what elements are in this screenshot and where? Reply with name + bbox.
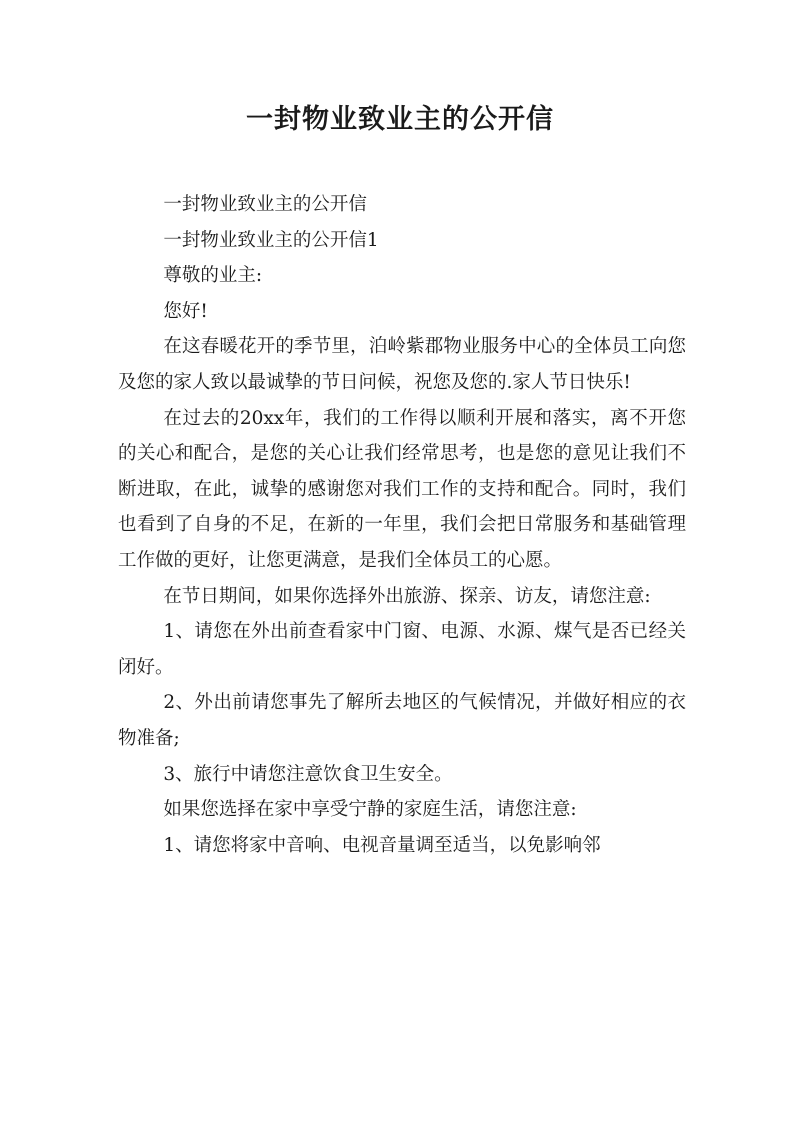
paragraph: 在过去的20xx年，我们的工作得以顺利开展和落实，离不开您的关心和配合，是您的关心让我们经常思考，也是您的意见让我们不断进取，在此，诚挚的感谢您对我们工作的支持和配合。同时，我们也看到了自身的不足，在新的一年里，我们会把日常服务和基础管理工作做的更好，让您更满意，是我们全体员工的心愿。 <box>118 407 686 571</box>
paragraph: 在节日期间，如果你选择外出旅游、探亲、访友，请您注意: <box>163 585 651 607</box>
document-title: 一封物业致业主的公开信 <box>246 104 554 135</box>
paragraph: 一封物业致业主的公开信1 <box>163 229 379 251</box>
list-item: 1、请您在外出前查看家中门窗、电源、水源、煤气是否已经关闭好。 <box>118 621 686 678</box>
list-item: 1、请您将家中音响、电视音量调至适当，以免影响邻 <box>163 834 601 856</box>
salutation: 尊敬的业主: <box>163 265 263 287</box>
document-body <box>118 187 686 863</box>
paragraph: 一封物业致业主的公开信 <box>163 194 367 215</box>
greeting: 您好! <box>163 300 208 322</box>
list-item: 2、外出前请您事先了解所去地区的气候情况，并做好相应的衣物准备; <box>118 692 686 749</box>
list-item: 3、旅行中请您注意饮食卫生安全。 <box>163 763 453 785</box>
paragraph: 如果您选择在家中享受宁静的家庭生活，请您注意: <box>163 799 577 821</box>
paragraph: 在这春暖花开的季节里，泊岭紫郡物业服务中心的全体员工向您及您的家人致以最诚挚的节日问候，祝您及您的.家人节日快乐! <box>118 336 686 393</box>
